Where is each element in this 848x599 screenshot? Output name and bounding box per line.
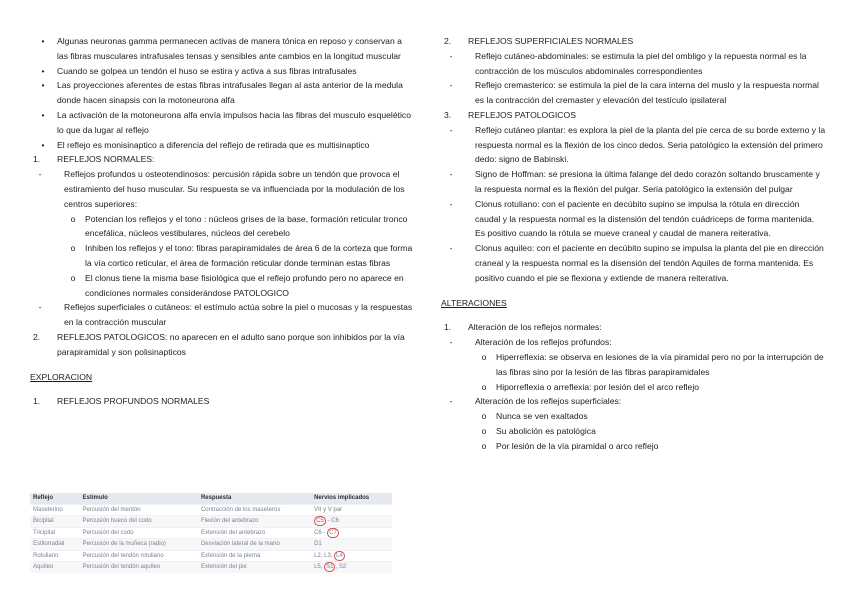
col-reflejo: Reflejo (30, 493, 80, 504)
list-item: o Inhiben los reflejos y el tono: fibras parapiramidales de área 6 de la corteza que forma la vía cortico reticular, el área de formación reticular donde terminan estas fibras (30, 241, 415, 271)
table-header-row (30, 493, 392, 504)
dash-icon: - (449, 80, 453, 91)
section-reflejos-patologicos: 2. REFLEJOS PATOLOGICOS: no aparecen en el adulto sano porque son inhibidos por la vía parapiramidal y son polisinapticos (33, 331, 405, 357)
circle-bullet-icon: o (481, 381, 487, 392)
circle-annotation: C5 (316, 518, 324, 524)
nervios-cell: C6 - C7 (311, 527, 392, 539)
list-item: o Por lesión de la vía piramidal o arco reflejo (441, 439, 826, 454)
bullet-icon: • (41, 65, 45, 76)
section-profundos-normales: 1. REFLEJOS PROFUNDOS NORMALES (33, 396, 210, 407)
list-item: - Signo de Hoffman: se presiona la última falange del dedo corazón soltando bruscamente y la respuesta normal es la flexión del pulgar. Seria patológico la extensión del pulgar (441, 167, 826, 197)
table-row: Estilorradial Percusión de la muñeca (radio) Desviación lateral de la mano D1 (30, 539, 392, 551)
nervios-cell: L5, S1 , S2 (311, 562, 392, 573)
list-item: - Clonus rotuliano: con el paciente en decúbito supino se impulsa la rótula en dirección caudal y la respuesta normal es la distensión del tendón cuádriceps de forma mantenida. Es positivo cuando la rótula se mueve craneal y caudal de manera reiterativa. (441, 197, 826, 241)
nervios-cell: L2, L3, L4 (311, 550, 392, 562)
list-item: • El reflejo es monisinaptico a diferencia del reflejo de retirada que es multisinaptico (30, 138, 415, 153)
section-reflejos-patologicos-right: 3. REFLEJOS PATOLOGICOS (444, 109, 576, 120)
list-item: - Alteración de los reflejos superficiales: (441, 394, 826, 409)
dash-icon: - (449, 50, 453, 61)
table-row: Aquíleo Percusión del tendón aquíleo Extensión del pie L5, S1 , S2 (30, 562, 392, 573)
reflex-table (30, 493, 392, 573)
alteraciones-heading: ALTERACIONES (441, 297, 507, 308)
list-item: - Reflejos superficiales o cutáneos: el estímulo actúa sobre la piel o mucosas y la respuestas en la contracción muscular (30, 300, 415, 330)
circle-bullet-icon: o (70, 213, 76, 224)
list-item: o El clonus tiene la misma base fisiológica que el reflejo profundo pero no aparece en condiciones normales considerándose PATOLOGICO (30, 271, 415, 301)
exploracion-heading: EXPLORACION (30, 371, 93, 382)
list-item: - Reflejo cutáneo plantar: es explora la piel de la planta del pie cerca de su borde externo y la respuesta normal es la flexión de los cinco dedos. Seria patológico la extensión del primero dedo: signo de Babinski. (441, 123, 826, 167)
dash-icon: - (449, 396, 453, 407)
dash-icon: - (38, 169, 42, 180)
list-item: - Alteración de los reflejos profundos: (441, 335, 826, 350)
left-column (30, 34, 415, 409)
right-column (441, 34, 826, 454)
dash-icon: - (449, 198, 453, 209)
list-item: o Su abolición es patológica (441, 424, 826, 439)
section-superficiales-normales: 2. REFLEJOS SUPERFICIALES NORMALES (444, 36, 634, 46)
circle-bullet-icon: o (481, 440, 487, 451)
list-item: o Nunca se ven exaltados (441, 409, 826, 424)
list-item: o Potencian los reflejos y el tono : núcleos grises de la base, formación reticular tronco encefálica, núcleos vestibulares, núcleos del cerebelo (30, 212, 415, 242)
list-item: - Reflejos profundos u osteotendinosos: percusión rápida sobre un tendón que provoca el estiramiento del huso muscular. Su respuesta se va influenciada por la modulación de los centros superiores: (30, 167, 415, 211)
dash-icon: - (38, 302, 42, 313)
list-item: o Hiporreflexia o arreflexia: por lesión del el arco reflejo (441, 380, 826, 395)
table-row: Bicipital Percusión hueco del codo Flexión del antebrazo C5 - C6 (30, 516, 392, 528)
dash-icon: - (449, 124, 453, 135)
circle-bullet-icon: o (70, 272, 76, 283)
circle-annotation: L4 (336, 552, 343, 559)
bullet-icon: • (41, 139, 45, 150)
dash-icon: - (449, 243, 453, 254)
section-alteracion-normales: 1. Alteración de los reflejos normales: (444, 322, 602, 333)
circle-annotation: C7 (329, 529, 337, 536)
bullet-icon: • (41, 80, 45, 91)
list-item: • Algunas neuronas gamma permanecen activas de manera tónica en reposo y conservan a las fibras musculares intrafusales tensas y sensibles ante cambios en la longitud muscular (30, 34, 415, 64)
table-row: Tricipital Percusión del codo Extensión del antebrazo C6 - C7 (30, 527, 392, 539)
section-reflejos-normales: 1. REFLEJOS NORMALES: (33, 154, 155, 165)
circle-bullet-icon: o (70, 243, 76, 254)
nervios-cell: VII y V par (311, 504, 392, 516)
col-estimulo: Estímulo (80, 493, 198, 504)
list-item: • La activación de la motoneurona alfa envía impulsos hacia las fibras del musculo esquelético lo que da lugar al reflejo (30, 108, 415, 138)
circle-bullet-icon: o (481, 351, 487, 362)
nervios-cell: C5 - C6 (311, 516, 392, 528)
list-item: • Cuando se golpea un tendón el huso se estira y activa a sus fibras intrafusales (30, 64, 415, 79)
table-row: Maseterino Percusión del mentón Contracción de los maseteros VII y V par (30, 504, 392, 516)
col-respuesta: Respuesta (198, 493, 311, 504)
list-item: o Hiperreflexia: se observa en lesiones de la vía piramidal pero no por la interrupción de las fibras sino por la lesión de las fibras parapiramidales (441, 350, 826, 380)
dash-icon: - (449, 337, 453, 348)
col-nervios: Nervios implicados (311, 493, 392, 504)
circle-annotation: S1 (326, 564, 334, 570)
circle-bullet-icon: o (481, 425, 487, 436)
table-row: Rotuliano Percusión del tendón rotuliano Extensión de la pierna L2, L3, L4 (30, 550, 392, 562)
list-item: • Las proyecciones aferentes de estas fibras intrafusales llegan al asta anterior de la medula donde hacen sinapsis con la motoneurona alfa (30, 78, 415, 108)
list-item: - Reflejo cutáneo-abdominales: se estimula la piel del ombligo y la repuesta normal es la contracción de los músculos abdominales correspondientes (441, 49, 826, 79)
bullet-icon: • (41, 109, 45, 120)
list-item: - Clonus aquileo: con el paciente en decúbito supino se impulsa la planta del pie en dirección craneal y la respuesta normal es la disensión del tendón Aquiles de forma mantenida. Es positivo cuando el pie se flexiona y extiende de manera reiterativa. (441, 241, 826, 285)
list-item: - Reflejo cremasterico: se estimula la piel de la cara interna del muslo y la respuesta normal es la contracción del cremaster y elevación del testículo ipsilateral (441, 78, 826, 108)
bullet-icon: • (41, 36, 45, 46)
nervios-cell: D1 (311, 539, 392, 551)
dash-icon: - (449, 169, 453, 180)
circle-bullet-icon: o (481, 411, 487, 422)
